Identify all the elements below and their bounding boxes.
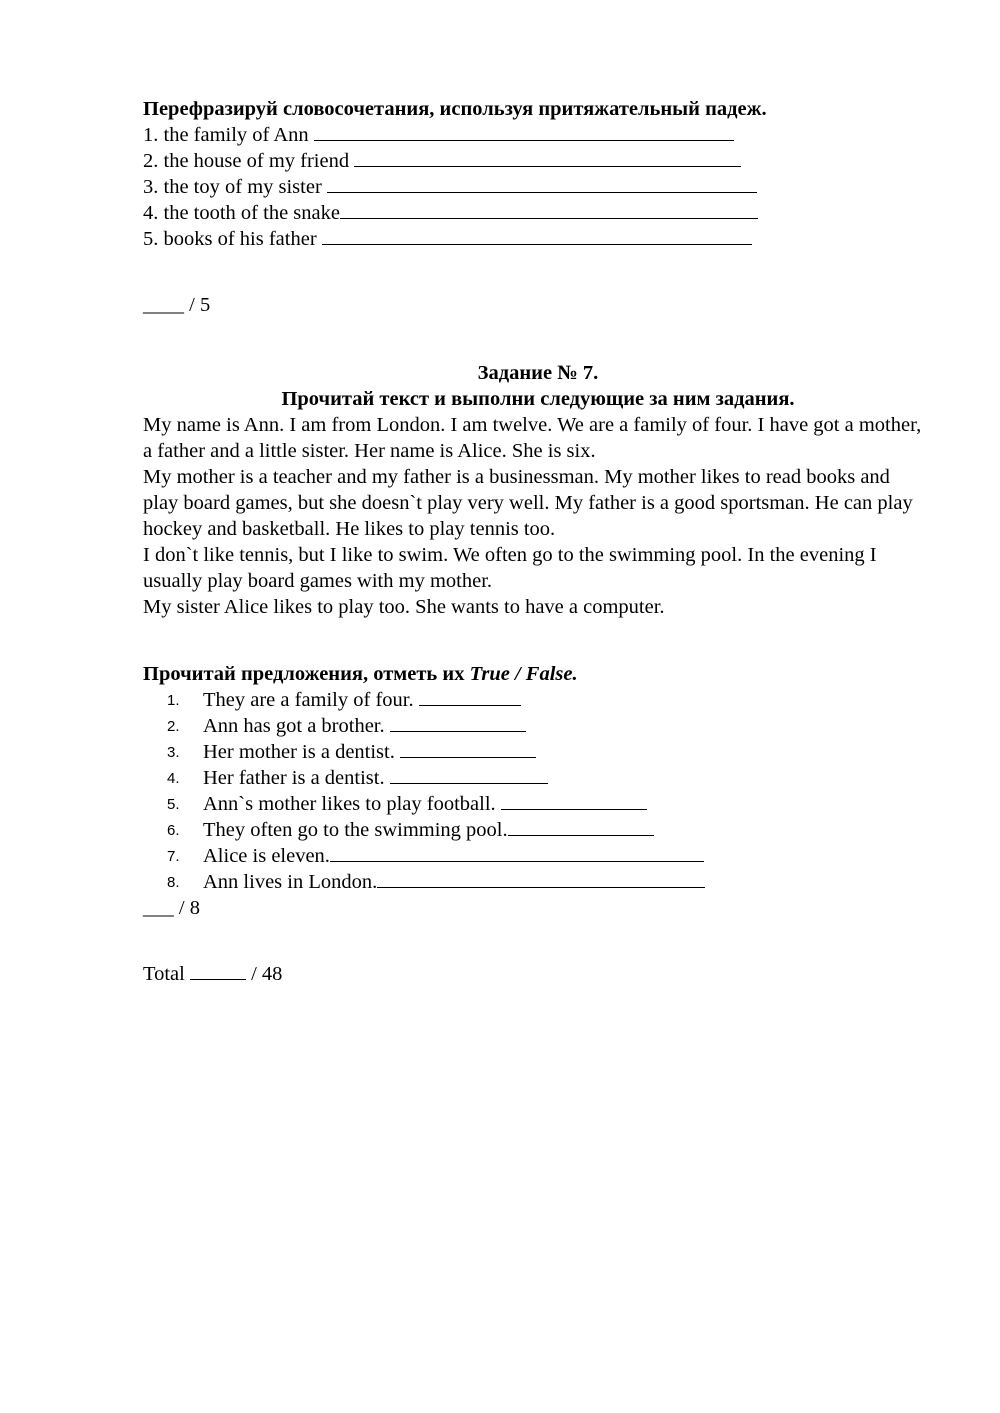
answer-blank[interactable] [508,817,654,836]
answer-blank[interactable] [314,122,734,141]
answer-blank[interactable] [390,765,548,784]
task-instruction: Прочитай текст и выполни следующие за ним задания. [281,388,795,410]
total-blank[interactable] [190,961,246,980]
total-score: Total / 48 [143,963,283,985]
possessive-item: 1. the family of Ann [143,122,933,148]
possessive-score: ____ / 5 [143,294,211,316]
worksheet-page [143,96,933,987]
answer-blank[interactable] [354,148,741,167]
list-item: 2. Ann has got a brother. [143,713,933,739]
reading-text-paragraph: I don`t like tennis, but I like to swim. We often go to the swimming pool. In the evening I usually play board games with my mother. [143,544,877,592]
task-title: Задание № 7. [477,362,599,384]
list-item: 4. Her father is a dentist. [143,765,933,791]
answer-blank[interactable] [327,174,757,193]
possessive-heading: Перефразируй словосочетания, используя притяжательный падеж. [143,98,767,120]
reading-text-paragraph: My mother is a teacher and my father is a businessman. My mother likes to read books and play board games, but she doesn`t play very well. My father is a good sportsman. He can play hockey and basketball. He likes to play tennis too. [143,466,913,540]
reading-text-paragraph: My sister Alice likes to play too. She wants to have a computer. [143,596,665,618]
reading-text-paragraph: My name is Ann. I am from London. I am twelve. We are a family of four. I have got a mother, a father and a little sister. Her name is Alice. She is six. [143,414,922,462]
answer-blank[interactable] [377,869,705,888]
list-item: 7. Alice is eleven. [143,843,933,869]
possessive-item: 3. the toy of my sister [143,174,933,200]
answer-blank[interactable] [501,791,647,810]
answer-blank[interactable] [330,843,704,862]
true-false-score: ___ / 8 [143,897,200,919]
possessive-item: 2. the house of my friend [143,148,933,174]
list-item: 8. Ann lives in London. [143,869,933,895]
true-false-heading: Прочитай предложения, отметь их True / False. [143,663,578,685]
answer-blank[interactable] [390,713,526,732]
answer-blank[interactable] [340,200,758,219]
answer-blank[interactable] [419,687,521,706]
list-item: 3. Her mother is a dentist. [143,739,933,765]
possessive-item: 4. the tooth of the snake [143,200,933,226]
possessive-item: 5. books of his father [143,226,933,252]
list-item: 1. They are a family of four. [143,687,933,713]
list-item: 6. They often go to the swimming pool. [143,817,933,843]
list-item: 5. Ann`s mother likes to play football. [143,791,933,817]
answer-blank[interactable] [322,226,752,245]
answer-blank[interactable] [400,739,536,758]
